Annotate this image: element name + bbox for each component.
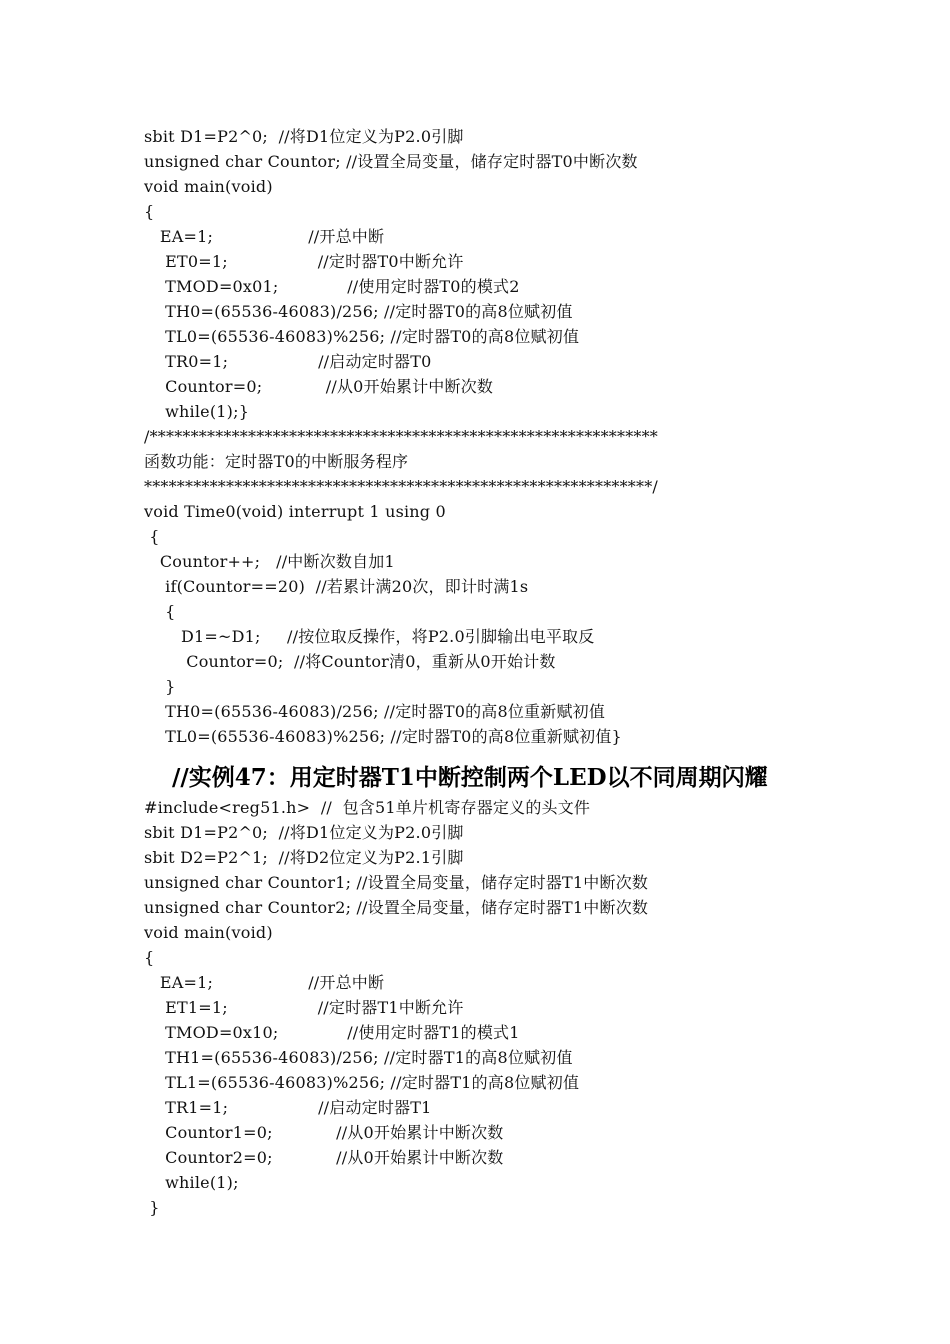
code-line: Countor2=0; //从0开始累计中断次数 <box>144 1148 504 1167</box>
code-line: ET1=1; //定时器T1中断允许 <box>144 998 464 1017</box>
function-description: 函数功能：定时器T0的中断服务程序 <box>144 452 409 471</box>
code-line: TH1=(65536-46083)/256; //定时器T1的高8位赋初值 <box>144 1048 573 1067</box>
code-line: TH0=(65536-46083)/256; //定时器T0的高8位重新赋初值 <box>144 702 606 721</box>
code-line: #include<reg51.h> // 包含51单片机寄存器定义的头文件 <box>144 798 591 817</box>
code-line: TL0=(65536-46083)%256; //定时器T0的高8位赋初值 <box>144 327 580 346</box>
code-line: TL1=(65536-46083)%256; //定时器T1的高8位赋初值 <box>144 1073 580 1092</box>
code-line: TR0=1; //启动定时器T0 <box>144 352 432 371</box>
code-line: { <box>144 527 160 546</box>
code-line: { <box>144 948 155 967</box>
code-line: sbit D1=P2^0; //将D1位定义为P2.0引脚 <box>144 127 464 146</box>
code-line: TMOD=0x10; //使用定时器T1的模式1 <box>144 1023 520 1042</box>
code-line: EA=1; //开总中断 <box>144 973 385 992</box>
code-line: Countor=0; //从0开始累计中断次数 <box>144 377 494 396</box>
comment-border-line: /************************************************************** <box>144 427 658 446</box>
code-line: Countor1=0; //从0开始累计中断次数 <box>144 1123 504 1142</box>
code-line: unsigned char Countor2; //设置全局变量，储存定时器T1中断次数 <box>144 898 649 917</box>
code-line: sbit D1=P2^0; //将D1位定义为P2.0引脚 <box>144 823 464 842</box>
code-line: void main(void) <box>144 923 273 942</box>
comment-border-line: **************************************************************/ <box>144 477 658 496</box>
code-line: while(1); <box>144 1173 239 1192</box>
code-line: D1=~D1; //按位取反操作，将P2.0引脚输出电平取反 <box>144 627 595 646</box>
code-line: unsigned char Countor1; //设置全局变量，储存定时器T1中断次数 <box>144 873 649 892</box>
example-heading: //实例47：用定时器T1中断控制两个LED以不同周期闪耀 <box>172 764 768 791</box>
code-line: TR1=1; //启动定时器T1 <box>144 1098 432 1117</box>
code-line: } <box>144 677 176 696</box>
code-line: TMOD=0x01; //使用定时器T0的模式2 <box>144 277 520 296</box>
code-line: { <box>144 202 155 221</box>
code-line: void main(void) <box>144 177 273 196</box>
code-line: { <box>144 602 176 621</box>
code-line: ET0=1; //定时器T0中断允许 <box>144 252 464 271</box>
code-line: } <box>144 1198 160 1217</box>
code-line: sbit D2=P2^1; //将D2位定义为P2.1引脚 <box>144 848 464 867</box>
code-line: while(1);} <box>144 402 250 421</box>
code-line: Countor=0; //将Countor清0，重新从0开始计数 <box>144 652 556 671</box>
code-line: if(Countor==20) //若累计满20次，即计时满1s <box>144 577 529 596</box>
code-line: EA=1; //开总中断 <box>144 227 385 246</box>
code-line: Countor++; //中断次数自加1 <box>144 552 395 571</box>
code-line: TH0=(65536-46083)/256; //定时器T0的高8位赋初值 <box>144 302 573 321</box>
code-line: unsigned char Countor; //设置全局变量，储存定时器T0中断次数 <box>144 152 638 171</box>
code-line: void Time0(void) interrupt 1 using 0 <box>144 502 446 521</box>
code-line: TL0=(65536-46083)%256; //定时器T0的高8位重新赋初值} <box>144 727 622 746</box>
